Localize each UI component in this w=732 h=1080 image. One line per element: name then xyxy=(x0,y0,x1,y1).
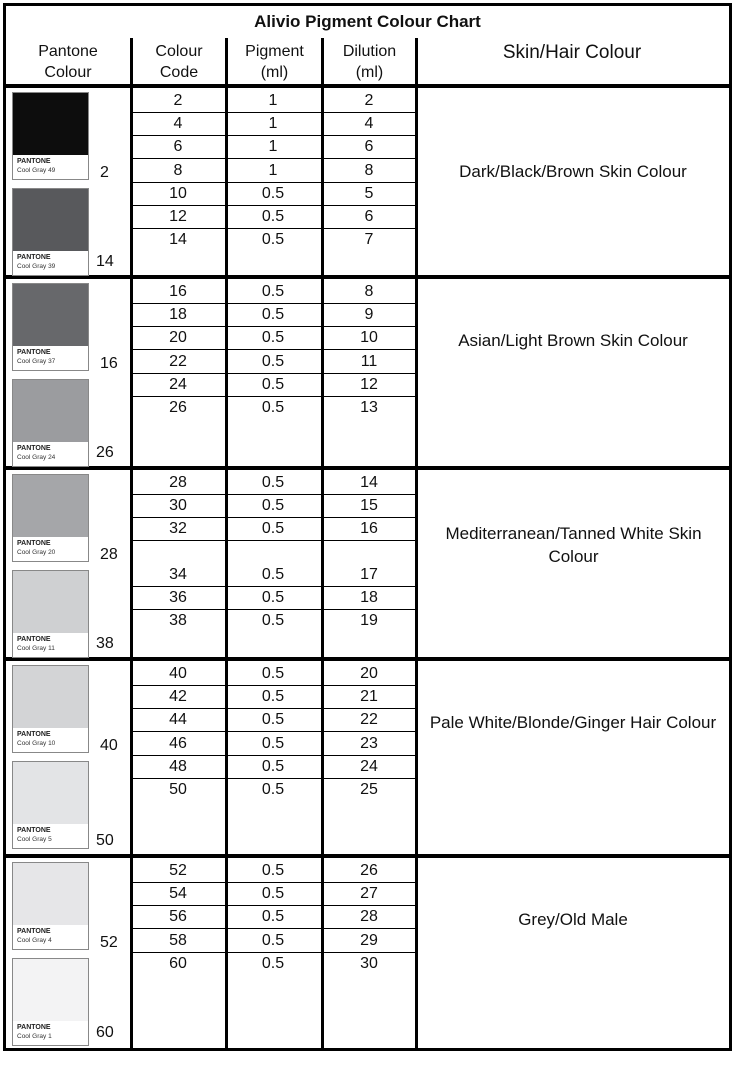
table-cell-dilution: 22 xyxy=(360,711,378,729)
table-cell-pigment: 0.5 xyxy=(261,497,285,515)
table-cell-code: 38 xyxy=(169,612,187,629)
table-row-line xyxy=(133,905,415,906)
swatch-code-label: 28 xyxy=(100,546,118,563)
table-cell-pigment: 0.5 xyxy=(261,375,285,393)
table-cell-pigment: 0.5 xyxy=(261,208,285,225)
table-cell-dilution: 13 xyxy=(360,399,378,416)
skin-hair-description: Asian/Light Brown Skin Colour xyxy=(458,331,688,350)
table-cell-dilution: 9 xyxy=(364,306,374,324)
table-row-line xyxy=(133,517,415,518)
table-cell-code: 24 xyxy=(169,375,187,393)
swatch-colour-name: Cool Gray 20 xyxy=(17,549,56,556)
table-cell-code: 60 xyxy=(169,954,187,972)
table-cell-dilution: 25 xyxy=(360,781,378,798)
table-row-line xyxy=(133,228,415,229)
group-divider xyxy=(6,466,729,470)
swatch-colour-fill xyxy=(13,762,88,824)
header-code-line2: Code xyxy=(159,64,199,81)
header-pantone-line2: Colour xyxy=(44,64,92,81)
column-divider xyxy=(415,38,418,1048)
swatch-code-label: 14 xyxy=(96,253,114,270)
table-cell-pigment: 1 xyxy=(268,92,278,109)
table-cell-dilution: 24 xyxy=(360,757,378,775)
table-cell-pigment: 0.5 xyxy=(261,283,285,300)
chart-title: Alivio Pigment Colour Chart xyxy=(3,3,732,41)
table-cell-code: 44 xyxy=(169,711,187,729)
table-row-line xyxy=(133,158,415,159)
table-row-line xyxy=(133,882,415,883)
table-cell-pigment: 0.5 xyxy=(261,231,285,249)
table-cell-dilution: 23 xyxy=(360,734,378,752)
pantone-swatch xyxy=(12,761,89,849)
swatch-colour-name: Cool Gray 1 xyxy=(17,1033,52,1040)
table-row-line xyxy=(133,349,415,350)
table-cell-code: 42 xyxy=(169,688,187,706)
table-cell-dilution: 5 xyxy=(364,184,374,202)
table-row-line xyxy=(133,609,415,610)
swatch-brand-text: PANTONE xyxy=(17,254,51,261)
table-cell-pigment: 0.5 xyxy=(261,862,285,879)
table-cell-dilution: 18 xyxy=(360,588,378,606)
table-cell-pigment: 0.5 xyxy=(261,352,285,370)
table-cell-pigment: 0.5 xyxy=(261,931,285,949)
table-cell-code: 46 xyxy=(169,734,187,752)
skin-hair-description: Mediterranean/Tanned White Skin Colour xyxy=(445,524,702,566)
table-cell-code: 2 xyxy=(173,92,183,109)
table-cell-code: 4 xyxy=(173,115,183,133)
table-row-line xyxy=(133,396,415,397)
table-row-line xyxy=(133,205,415,206)
table-cell-pigment: 0.5 xyxy=(261,520,285,538)
header-skin-label: Skin/Hair Colour xyxy=(502,42,642,63)
table-cell-pigment: 0.5 xyxy=(261,908,285,926)
table-cell-dilution: 2 xyxy=(364,92,374,109)
table-row-line xyxy=(133,182,415,183)
table-cell-code: 22 xyxy=(169,352,187,370)
table-cell-pigment: 0.5 xyxy=(261,329,285,347)
table-cell-dilution: 6 xyxy=(364,208,374,225)
header-code-line1: Colour xyxy=(155,43,203,60)
header-dilution-line2: (ml) xyxy=(355,64,384,81)
table-cell-code: 48 xyxy=(169,757,187,775)
table-cell-dilution: 21 xyxy=(360,688,378,706)
table-cell-pigment: 0.5 xyxy=(261,954,285,972)
pantone-swatch xyxy=(12,665,89,753)
swatch-code-label: 60 xyxy=(96,1024,114,1041)
table-cell-pigment: 0.5 xyxy=(261,885,285,903)
table-row-line xyxy=(133,540,415,541)
table-cell-code: 34 xyxy=(169,565,187,583)
table-cell-code: 50 xyxy=(169,781,187,798)
table-cell-pigment: 0.5 xyxy=(261,588,285,606)
table-cell-code: 10 xyxy=(169,184,187,202)
table-cell-dilution: 27 xyxy=(360,885,378,903)
table-row-line xyxy=(133,708,415,709)
swatch-colour-fill xyxy=(13,284,88,346)
table-cell-code: 52 xyxy=(169,862,187,879)
swatch-colour-fill xyxy=(13,863,88,925)
table-cell-pigment: 0.5 xyxy=(261,474,285,491)
pantone-swatch xyxy=(12,862,89,950)
table-cell-code: 54 xyxy=(169,885,187,903)
group-divider xyxy=(6,657,729,661)
table-cell-dilution: 26 xyxy=(360,862,378,879)
swatch-colour-name: Cool Gray 24 xyxy=(17,454,56,461)
swatch-colour-fill xyxy=(13,666,88,728)
header-skin-hair-colour xyxy=(418,38,726,86)
header-pigment xyxy=(228,38,321,86)
skin-hair-description: Pale White/Blonde/Ginger Hair Colour xyxy=(429,713,717,732)
table-row-line xyxy=(133,778,415,779)
table-cell-pigment: 0.5 xyxy=(261,711,285,729)
pantone-swatch xyxy=(12,570,89,658)
swatch-colour-fill xyxy=(13,571,88,633)
table-cell-dilution: 4 xyxy=(364,115,374,133)
table-cell-dilution: 8 xyxy=(364,161,374,179)
swatch-brand-text: PANTONE xyxy=(17,540,51,547)
skin-hair-description: Dark/Black/Brown Skin Colour xyxy=(459,162,687,181)
table-row-line xyxy=(133,755,415,756)
table-cell-code: 20 xyxy=(169,329,187,347)
pantone-swatch xyxy=(12,958,89,1046)
swatch-colour-name: Cool Gray 5 xyxy=(17,836,52,843)
table-cell-pigment: 0.5 xyxy=(261,184,285,202)
header-pantone-colour xyxy=(6,38,130,86)
table-cell-dilution: 15 xyxy=(360,497,378,515)
swatch-code-label: 26 xyxy=(96,444,114,461)
swatch-code-label: 2 xyxy=(100,164,109,181)
group-divider xyxy=(6,84,729,88)
table-cell-dilution: 29 xyxy=(360,931,378,949)
table-cell-pigment: 1 xyxy=(268,161,278,179)
group-divider xyxy=(6,854,729,858)
table-cell-dilution: 12 xyxy=(360,375,378,393)
table-row-line xyxy=(133,685,415,686)
table-row-line xyxy=(133,135,415,136)
swatch-colour-name: Cool Gray 39 xyxy=(17,263,56,270)
swatch-colour-name: Cool Gray 49 xyxy=(17,167,56,174)
table-cell-pigment: 0.5 xyxy=(261,688,285,706)
table-row-line xyxy=(133,928,415,929)
swatch-code-label: 16 xyxy=(100,355,118,372)
pantone-swatch xyxy=(12,474,89,562)
swatch-colour-name: Cool Gray 4 xyxy=(17,937,52,944)
table-cell-code: 12 xyxy=(169,208,187,225)
swatch-brand-text: PANTONE xyxy=(17,1024,51,1031)
swatch-brand-text: PANTONE xyxy=(17,827,51,834)
table-cell-code: 8 xyxy=(173,161,183,179)
header-dilution-line1: Dilution xyxy=(342,43,397,60)
group-divider xyxy=(6,275,729,279)
table-cell-dilution: 30 xyxy=(360,954,378,972)
skin-hair-description: Grey/Old Male xyxy=(518,910,628,929)
table-row-line xyxy=(133,731,415,732)
pantone-swatch xyxy=(12,283,89,371)
pantone-swatch xyxy=(12,188,89,276)
swatch-brand-text: PANTONE xyxy=(17,349,51,356)
table-cell-pigment: 0.5 xyxy=(261,665,285,682)
table-row-line xyxy=(133,373,415,374)
table-row-line xyxy=(133,952,415,953)
table-cell-dilution: 20 xyxy=(360,665,378,682)
swatch-colour-fill xyxy=(13,475,88,537)
swatch-colour-fill xyxy=(13,959,88,1021)
swatch-code-label: 38 xyxy=(96,635,114,652)
table-cell-pigment: 0.5 xyxy=(261,781,285,798)
table-cell-code: 16 xyxy=(169,283,187,300)
table-row-line xyxy=(133,303,415,304)
swatch-colour-name: Cool Gray 11 xyxy=(17,645,55,652)
header-pantone-line1: Pantone xyxy=(38,43,98,60)
pigment-table xyxy=(3,38,732,1051)
table-cell-code: 18 xyxy=(169,306,187,324)
table-cell-dilution: 19 xyxy=(360,612,378,629)
table-cell-code: 30 xyxy=(169,497,187,515)
table-cell-dilution: 6 xyxy=(364,138,374,156)
header-pigment-line2: (ml) xyxy=(260,64,289,81)
table-cell-code: 6 xyxy=(173,138,183,156)
swatch-colour-fill xyxy=(13,189,88,251)
table-cell-pigment: 0.5 xyxy=(261,399,285,416)
pantone-swatch xyxy=(12,379,89,467)
table-cell-code: 40 xyxy=(169,665,187,682)
header-colour-code xyxy=(133,38,225,86)
swatch-brand-text: PANTONE xyxy=(17,731,51,738)
table-cell-pigment: 0.5 xyxy=(261,565,285,583)
pantone-swatch xyxy=(12,92,89,180)
table-cell-pigment: 0.5 xyxy=(261,757,285,775)
table-cell-pigment: 0.5 xyxy=(261,306,285,324)
table-cell-dilution: 11 xyxy=(360,352,378,370)
table-cell-dilution: 10 xyxy=(360,329,378,347)
table-cell-code: 58 xyxy=(169,931,187,949)
table-cell-dilution: 16 xyxy=(360,520,378,538)
table-row-line xyxy=(133,326,415,327)
swatch-brand-text: PANTONE xyxy=(17,636,51,643)
table-cell-pigment: 0.5 xyxy=(261,734,285,752)
swatch-colour-fill xyxy=(13,380,88,442)
table-cell-pigment: 1 xyxy=(268,115,278,133)
table-row-line xyxy=(133,586,415,587)
table-cell-dilution: 28 xyxy=(360,908,378,926)
swatch-colour-name: Cool Gray 10 xyxy=(17,740,56,747)
table-cell-dilution: 8 xyxy=(364,283,374,300)
table-cell-dilution: 14 xyxy=(360,474,378,491)
header-pigment-line1: Pigment xyxy=(245,43,304,60)
table-cell-pigment: 1 xyxy=(268,138,278,156)
table-cell-code: 28 xyxy=(169,474,187,491)
table-cell-code: 26 xyxy=(169,399,187,416)
swatch-code-label: 40 xyxy=(100,737,118,754)
table-cell-dilution: 17 xyxy=(360,565,378,583)
swatch-code-label: 52 xyxy=(100,934,118,951)
table-cell-code: 36 xyxy=(169,588,187,606)
table-cell-code: 14 xyxy=(169,231,187,249)
table-cell-code: 32 xyxy=(169,520,187,538)
table-cell-pigment: 0.5 xyxy=(261,612,285,629)
swatch-brand-text: PANTONE xyxy=(17,158,51,165)
swatch-code-label: 50 xyxy=(96,832,114,849)
table-cell-code: 56 xyxy=(169,908,187,926)
swatch-brand-text: PANTONE xyxy=(17,928,51,935)
table-cell-dilution: 7 xyxy=(364,231,374,249)
table-row-line xyxy=(133,494,415,495)
swatch-brand-text: PANTONE xyxy=(17,445,51,452)
table-row-line xyxy=(133,112,415,113)
header-dilution xyxy=(324,38,415,86)
swatch-colour-name: Cool Gray 37 xyxy=(17,358,56,365)
swatch-colour-fill xyxy=(13,93,88,155)
